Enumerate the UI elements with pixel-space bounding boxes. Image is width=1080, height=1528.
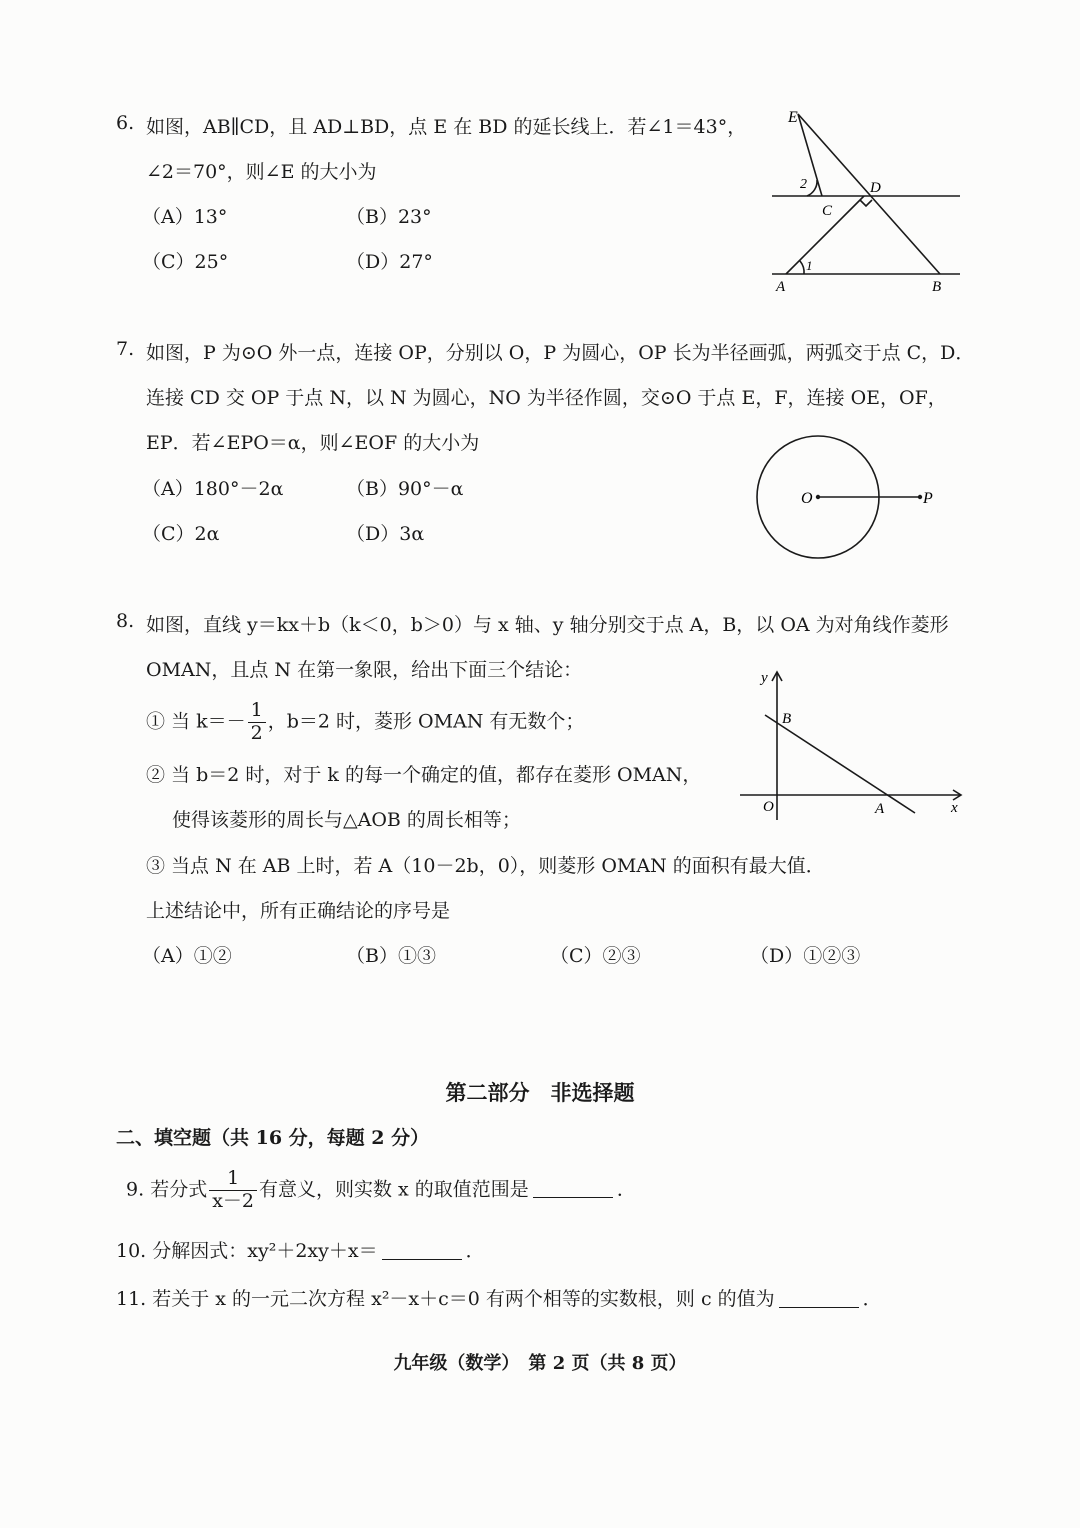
section-2-title: 二、填空题（共 16 分，每题 2 分） [116, 1127, 430, 1149]
label-b: B [782, 711, 792, 727]
option-a: （A）13° [142, 206, 228, 228]
q7-figure [745, 430, 955, 565]
fraction-numerator: 1 [248, 700, 266, 723]
right-angle-mark [860, 200, 872, 206]
answer-blank[interactable] [382, 1259, 462, 1260]
label-angle-1: 1 [806, 258, 813, 273]
label-b: B [932, 279, 942, 295]
question-number: 11. [116, 1288, 147, 1310]
end-punctuation: ． [862, 1288, 882, 1310]
label-e: E [788, 109, 798, 126]
question-text: ∠2＝70°，则∠E 的大小为 [146, 161, 377, 183]
option-a: （A）180°－2α [142, 478, 284, 500]
end-punctuation: ． [616, 1178, 636, 1201]
question-text: 有意义，则实数 x 的取值范围是 [259, 1178, 529, 1201]
question-number: 6. [116, 112, 135, 134]
conclusion-3: ③ 当点 N 在 AB 上时，若 A（10－2b，0），则菱形 OMAN 的面积有最大值． [146, 855, 825, 877]
label-angle-2: 2 [800, 177, 807, 192]
label-o: O [763, 799, 774, 815]
fraction [248, 700, 266, 745]
fraction [209, 1168, 257, 1213]
label-p: P [923, 490, 933, 507]
q8-figure [735, 665, 965, 825]
label-y: y [761, 670, 768, 686]
q6-figure [760, 100, 970, 300]
conclusion-1-suffix: ，b＝2 时，菱形 OMAN 有无数个； [267, 710, 585, 733]
conclusion-1 [146, 700, 584, 745]
angle-2-arc [807, 180, 817, 196]
point-o [816, 495, 820, 499]
answer-blank[interactable] [779, 1307, 859, 1308]
option-b: （B）90°－α [346, 478, 464, 500]
page-footer: 九年级（数学） 第 2 页（共 8 页） [393, 1353, 687, 1374]
label-a: A [875, 801, 885, 817]
question-text: EP．若∠EPO＝α，则∠EOF 的大小为 [146, 432, 480, 454]
question-number: 9. [126, 1178, 145, 1201]
label-x: x [951, 800, 958, 816]
label-c: C [822, 203, 833, 219]
question-number: 10. [116, 1240, 147, 1262]
conclusion-2: ② 当 b＝2 时，对于 k 的每一个确定的值，都存在菱形 OMAN， [146, 764, 702, 786]
conclusion-1-prefix: ① 当 k＝－ [146, 710, 246, 733]
fraction-denominator: 2 [250, 721, 263, 744]
question-number: 7. [116, 338, 135, 360]
answer-blank[interactable] [533, 1197, 613, 1198]
option-d: （D）27° [346, 251, 433, 273]
summary-text: 上述结论中，所有正确结论的序号是 [146, 900, 451, 922]
line-eb [798, 114, 940, 274]
question-text: 若关于 x 的一元二次方程 x²－x＋c＝0 有两个相等的实数根，则 c 的值为 [152, 1288, 775, 1310]
option-d: （D）①②③ [750, 945, 861, 967]
question-text: 如图，AB∥CD，且 AD⊥BD，点 E 在 BD 的延长线上．若∠1＝43°， [146, 116, 747, 138]
question-text: 连接 CD 交 OP 于点 N，以 N 为圆心，NO 为半径作圆，交⊙O 于点 E，F，连接 OE，OF， [146, 387, 947, 409]
option-c: （C）②③ [550, 945, 641, 967]
fraction-denominator: x－2 [212, 1189, 255, 1212]
question-text: OMAN，且点 N 在第一象限，给出下面三个结论： [146, 659, 583, 681]
end-punctuation: ． [465, 1240, 485, 1262]
option-d: （D）3α [346, 523, 425, 545]
label-a: A [776, 279, 786, 295]
option-b: （B）23° [346, 206, 432, 228]
line-ab [765, 715, 915, 813]
label-o: O [801, 490, 813, 507]
option-c: （C）2α [142, 523, 220, 545]
question-text: 如图，直线 y＝kx＋b（k＜0，b＞0）与 x 轴、y 轴分别交于点 A，B，以 OA 为对角线作菱形 [146, 614, 949, 636]
fraction-numerator: 1 [209, 1168, 257, 1191]
option-a: （A）①② [142, 945, 232, 967]
question-text: 如图，P 为⊙O 外一点，连接 OP，分别以 O，P 为圆心，OP 长为半径画弧，两弧交于点 C，D． [146, 342, 975, 364]
conclusion-2-cont: 使得该菱形的周长与△AOB 的周长相等； [172, 809, 521, 831]
point-p [918, 495, 922, 499]
question-text: 若分式 [150, 1178, 208, 1201]
question-text: 分解因式：xy²＋2xy＋x＝ [152, 1240, 378, 1262]
option-c: （C）25° [142, 251, 229, 273]
question-9 [126, 1168, 636, 1213]
angle-1-arc [800, 261, 804, 274]
question-number: 8. [116, 610, 135, 632]
option-b: （B）①③ [346, 945, 436, 967]
part-2-title: 第二部分 非选择题 [445, 1080, 635, 1105]
question-11 [116, 1284, 882, 1311]
question-10 [116, 1236, 485, 1263]
label-d: D [870, 180, 881, 196]
